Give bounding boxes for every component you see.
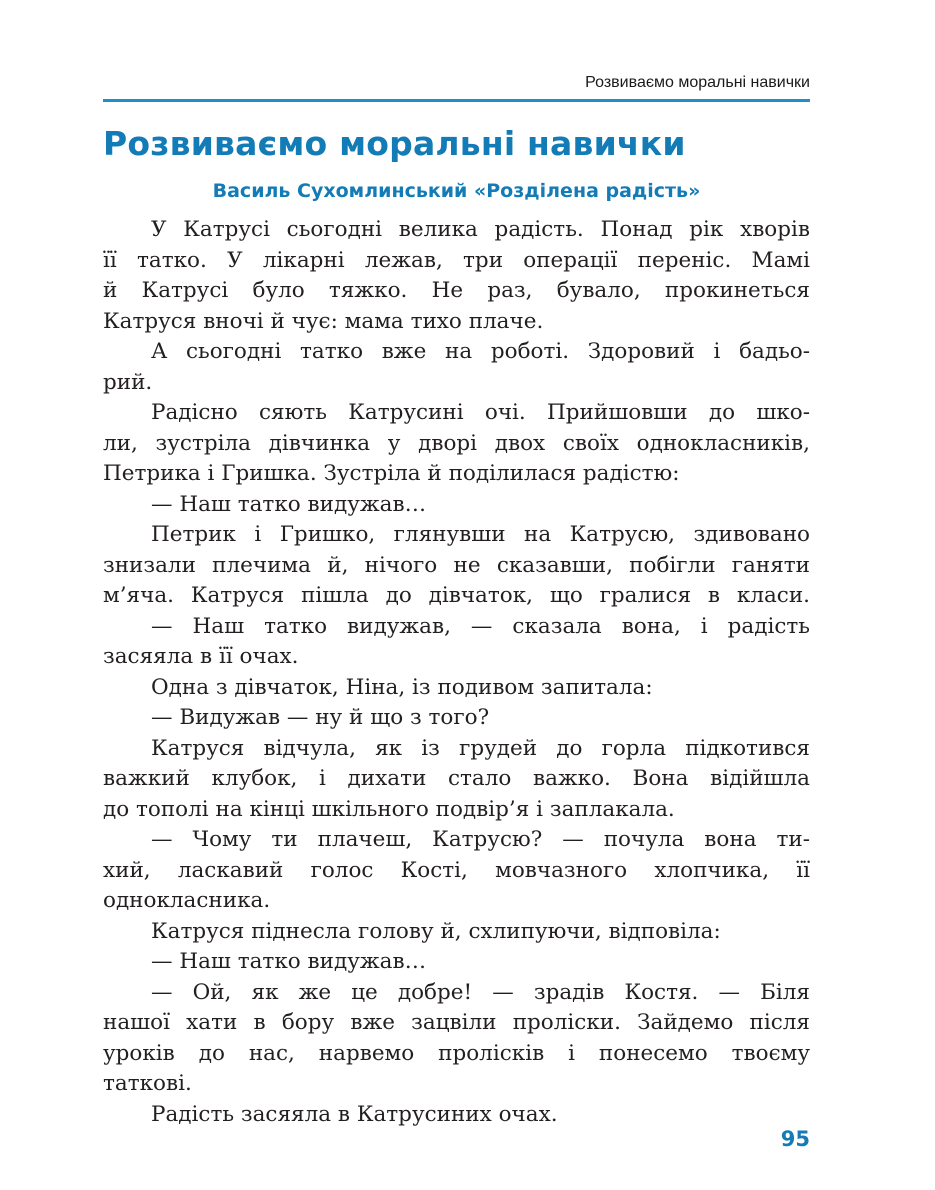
text-line: однокласника. [103,888,271,913]
text-line: таткові. [103,1071,192,1096]
running-head: Розвиваємо моральні навички [585,74,810,91]
text-line: важкий клубок, і дихати стало важко. Вона відійшла [103,766,810,791]
text-line: хий, ласкавий голос Кості, мовчазного хлопчика, її [103,857,810,883]
text-line: уроків до нас, нарвемо пролісків і понесемо твоєму [103,1040,810,1066]
text-line: Катруся піднесла голову й, схлипуючи, відповіла: [151,918,721,944]
text-line: її татко. У лікарні лежав, три операції переніс. Мамі [103,247,810,273]
text-line: Радісно сяють Катрусині очі. Прийшовши до шко- [151,400,810,425]
text-line: нашої хати в бору вже зацвіли проліски. Зайдемо після [103,1010,810,1035]
text-line: Петрик і Гришко, глянувши на Катрусю, здивовано [151,522,810,547]
text-line: — Наш татко видужав, — сказала вона, і радість [151,613,810,639]
text-line: — Наш татко видужав… [151,949,427,974]
text-line: Радість засяяла в Катрусиних очах. [151,1101,558,1127]
text-line: — Наш татко видужав… [151,491,427,517]
text-line: У Катрусі сьогодні велика радість. Понад рік хворів [151,217,810,242]
page-number: 95 [780,1127,810,1151]
header-divider [103,99,810,102]
text-line: Катруся відчула, як із грудей до горла підкотився [151,735,810,761]
text-line: м’яча. Катруся пішла до дівчаток, що гралися в класи. [103,583,810,608]
text-line: Катруся вночі й чує: мама тихо плаче. [103,308,544,334]
text-line: — Ой, як же це добре! — зрадів Костя. — Біля [151,979,810,1005]
text-line: Одна з дівчаток, Ніна, із подивом запитала: [151,674,653,700]
text-line: рий. [103,369,153,395]
story-body [103,215,810,1130]
text-line: — Чому ти плачеш, Катрусю? — почула вона ти- [151,827,810,852]
text-line: ли, зустріла дівчинка у дворі двох своїх однокласників, [103,430,810,456]
text-line: знизали плечима й, нічого не сказавши, побігли ганяти [103,552,810,578]
text-line: до тополі на кінці шкільного подвір’я і заплакала. [103,796,675,822]
page-title: Розвиваємо моральні навички [103,124,686,163]
text-line: засяяла в її очах. [103,644,299,669]
story-subtitle: Василь Сухомлинський «Розділена радість» [212,180,701,202]
text-line: А сьогодні татко вже на роботі. Здоровий і бадьо- [151,339,810,364]
text-line: — Видужав — ну й що з того? [151,705,490,730]
text-line: й Катрусі було тяжко. Не раз, бувало, прокинеться [103,278,810,303]
text-line: Петрика і Гришка. Зустріла й поділилася радістю: [103,461,680,486]
